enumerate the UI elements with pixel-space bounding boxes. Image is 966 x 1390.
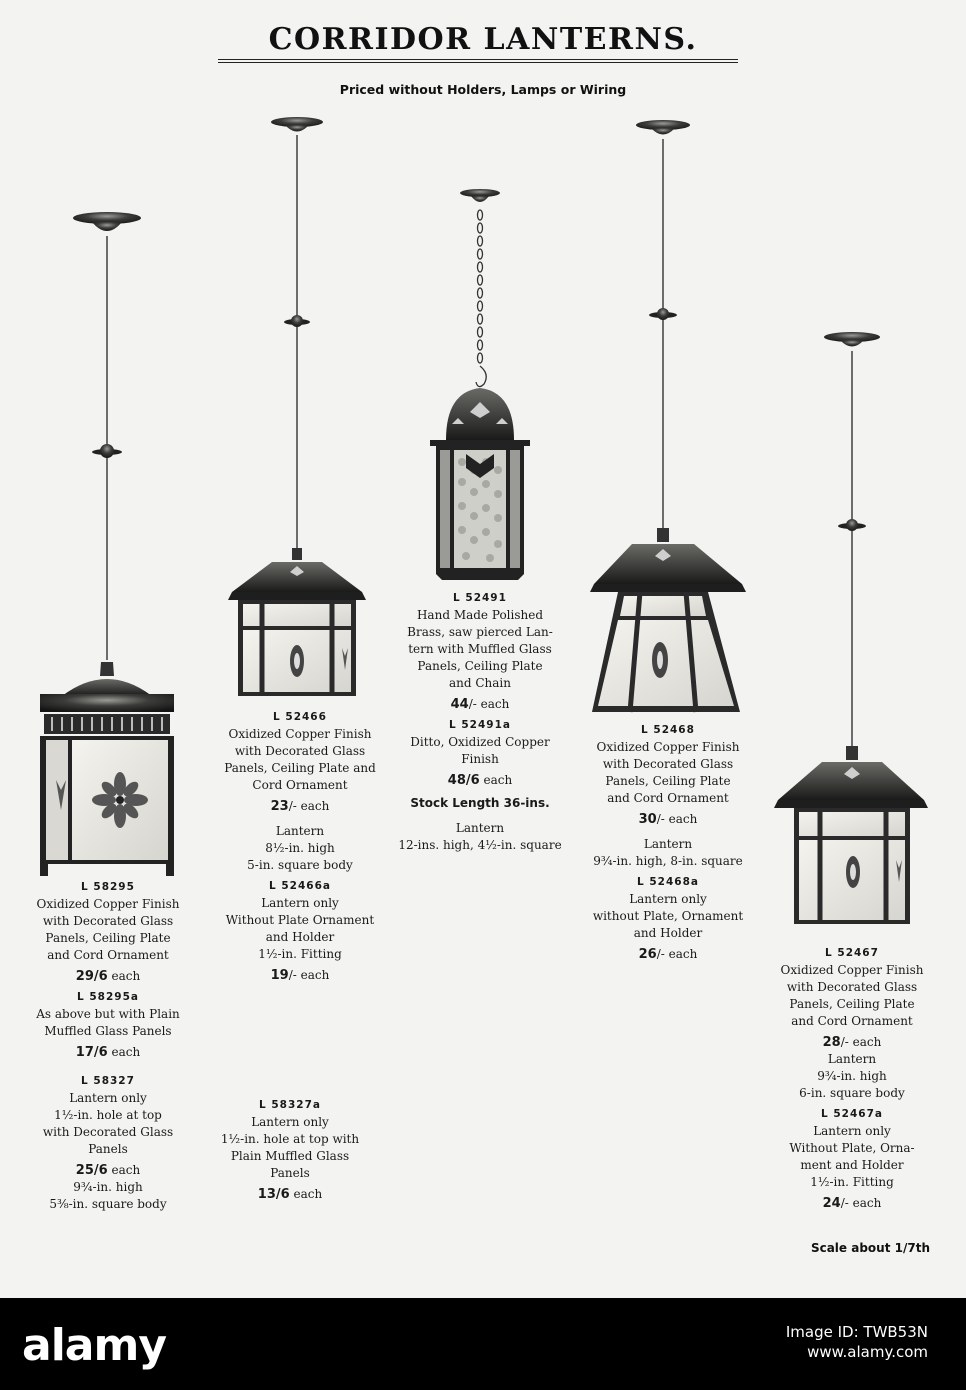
lantern-l58295-entry	[20, 875, 196, 1213]
lantern-l52467-entry	[766, 941, 938, 1212]
product-description-line: 1½-in. Fitting	[258, 947, 342, 961]
product-description-line: Oxidized Copper Finish	[596, 740, 740, 754]
product-description-line: Cord Ornament	[252, 778, 348, 792]
product-description-line: and Holder	[265, 930, 335, 944]
product-code: L 58327	[81, 1075, 135, 1087]
product-dimension-line: 5-in. square body	[247, 858, 353, 872]
product-description-line: and Chain	[448, 676, 511, 690]
product-dimension-line: 9¾-in. high, 8-in. square	[593, 854, 743, 868]
product-description-line: and Cord Ornament	[607, 791, 729, 805]
product-dimension-line: 12-ins. high, 4½-in. square	[398, 838, 562, 852]
product-description-line: Plain Muffled Glass	[230, 1149, 350, 1163]
page-title: CORRIDOR LANTERNS.	[268, 22, 698, 57]
product-dimension-line: 5⅜-in. square body	[49, 1197, 167, 1211]
page-subtitle: Priced without Holders, Lamps or Wiring	[339, 82, 627, 97]
product-price: 19/- each	[270, 968, 330, 983]
product-description-line: Oxidized Copper Finish	[228, 727, 372, 741]
product-code: L 52491	[453, 592, 507, 604]
alamy-logo: alamy	[22, 1320, 166, 1371]
product-description-line: tern with Muffled Glass	[408, 642, 552, 656]
product-description-line: with Decorated Glass	[786, 980, 918, 994]
product-code: L 52468a	[637, 876, 699, 888]
product-price: 29/6 each	[75, 969, 141, 984]
product-description-line: Hand Made Polished	[416, 608, 544, 622]
product-description-line: Without Plate Ornament	[225, 913, 375, 927]
product-price: 23/- each	[270, 799, 330, 814]
watermark-info	[786, 1322, 928, 1362]
product-dimension-line: 8½-in. high	[265, 841, 335, 855]
product-description-line: Panels, Ceiling Plate	[605, 774, 731, 788]
product-dimension-line: Lantern	[643, 837, 693, 851]
product-price: 13/6 each	[257, 1187, 323, 1202]
lantern-l52491-entry	[392, 586, 568, 854]
product-code: L 58295a	[77, 991, 139, 1003]
product-price: 28/- each	[822, 1035, 882, 1050]
product-dimension-line: 9¾-in. high	[73, 1180, 143, 1194]
lantern-l52468-illustration	[590, 120, 746, 712]
product-description-line: with Decorated Glass	[602, 757, 734, 771]
product-description-line: Finish	[461, 752, 499, 766]
product-dimension-line: 6-in. square body	[799, 1086, 905, 1100]
product-price: 48/6 each	[447, 773, 513, 788]
product-description-line: Without Plate, Orna-	[789, 1141, 915, 1155]
product-description-line: and Cord Ornament	[47, 948, 169, 962]
image-id: Image ID: TWB53N	[785, 1323, 928, 1341]
product-description-line: Panels	[88, 1142, 128, 1156]
product-description-line: with Decorated Glass	[42, 914, 174, 928]
watermark-bar	[0, 1298, 966, 1390]
product-description-line: and Cord Ornament	[791, 1014, 913, 1028]
product-description-line: and Holder	[633, 926, 703, 940]
product-description-line: As above but with Plain	[36, 1007, 180, 1021]
product-description-line: Lantern only	[251, 1115, 329, 1129]
product-code: L 52467a	[821, 1108, 883, 1120]
product-description-line: Panels	[270, 1166, 310, 1180]
lantern-l58327a-entry	[200, 1093, 380, 1203]
product-description-line: Oxidized Copper Finish	[780, 963, 924, 977]
scale-note: Scale about 1/7th	[810, 1241, 930, 1255]
site-url: www.alamy.com	[807, 1343, 928, 1361]
product-description-line: 1½-in. hole at top with	[220, 1132, 360, 1146]
product-description-line: Lantern only	[629, 892, 707, 906]
product-description-line: Lantern only	[261, 896, 339, 910]
product-dimension-line: Lantern	[827, 1052, 877, 1066]
product-code: L 52466a	[269, 880, 331, 892]
product-price: 25/6 each	[75, 1163, 141, 1178]
product-dimension-line: Lantern	[275, 824, 325, 838]
lantern-l58295-illustration	[40, 212, 174, 876]
lantern-l52466-entry	[210, 705, 390, 984]
lantern-l52466-illustration	[228, 117, 366, 696]
product-price: 26/- each	[638, 947, 698, 962]
product-price: 30/- each	[638, 812, 698, 827]
product-description-line: 1½-in. hole at top	[54, 1108, 162, 1122]
product-description-line: with Decorated Glass	[42, 1125, 174, 1139]
product-dimension-line: 9¾-in. high	[817, 1069, 887, 1083]
product-description-line: with Decorated Glass	[234, 744, 366, 758]
product-description-line: Panels, Ceiling Plate	[789, 997, 915, 1011]
product-code: L 52468	[641, 724, 695, 736]
product-description-line: Ditto, Oxidized Copper	[410, 735, 550, 749]
product-description-line: ment and Holder	[800, 1158, 904, 1172]
lantern-l52467-illustration	[774, 332, 928, 924]
product-description-line: Lantern only	[69, 1091, 147, 1105]
product-description-line: without Plate, Ornament	[592, 909, 744, 923]
product-description-line: Lantern only	[813, 1124, 891, 1138]
product-price: 44/- each	[450, 697, 510, 712]
product-description-line: 1½-in. Fitting	[810, 1175, 894, 1189]
product-description-line: Panels, Ceiling Plate	[45, 931, 171, 945]
product-code: L 52491a	[449, 719, 511, 731]
lantern-l52468-entry	[580, 718, 756, 963]
product-price: 17/6 each	[75, 1045, 141, 1060]
product-description-line: Brass, saw pierced Lan-	[407, 625, 553, 639]
product-dimension-line: Lantern	[455, 821, 505, 835]
product-code: L 52467	[825, 947, 879, 959]
product-code: L 52466	[273, 711, 327, 723]
product-code: L 58295	[81, 881, 135, 893]
lantern-l52491-illustration	[430, 189, 530, 580]
product-code: L 58327a	[259, 1099, 321, 1111]
stock-length: Stock Length 36-ins.	[410, 796, 550, 810]
product-description-line: Panels, Ceiling Plate and	[224, 761, 376, 775]
product-description-line: Oxidized Copper Finish	[36, 897, 180, 911]
product-description-line: Panels, Ceiling Plate	[417, 659, 543, 673]
product-price: 24/- each	[822, 1196, 882, 1211]
product-description-line: Muffled Glass Panels	[44, 1024, 172, 1038]
